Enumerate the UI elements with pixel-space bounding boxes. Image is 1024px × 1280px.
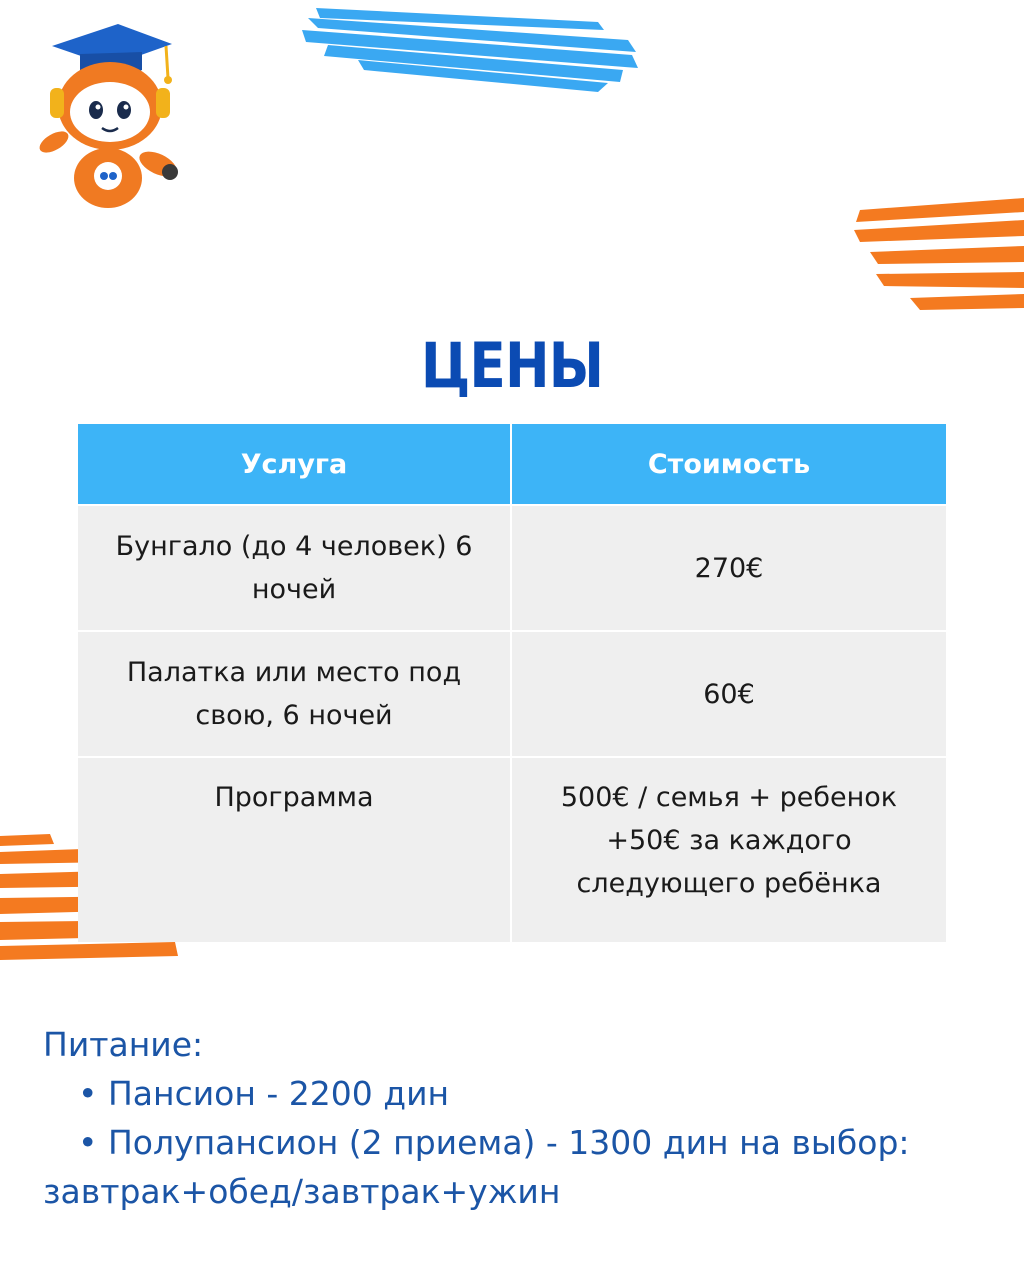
food-item-continuation: завтрак+обед/завтрак+ужин (43, 1172, 561, 1211)
blue-brush-stroke (298, 0, 643, 100)
food-section (43, 1020, 1003, 1216)
price-line: 500€ / семья + ребенок (560, 782, 898, 813)
column-header-price: Стоимость (511, 424, 946, 505)
price-table (78, 424, 946, 942)
food-heading: Питание: (43, 1025, 204, 1064)
service-cell: Палатка или место под свою, 6 ночей (78, 631, 511, 757)
page-title: ЦЕНЫ (420, 329, 604, 402)
food-item: • Пансион - 2200 дин (78, 1074, 450, 1113)
robot-mascot-icon (30, 18, 190, 213)
orange-brush-stroke-right (850, 190, 1024, 325)
table-row (78, 505, 946, 631)
price-cell: 60€ (511, 631, 946, 757)
price-cell (511, 757, 946, 942)
price-cell: 270€ (511, 505, 946, 631)
food-item: • Полупансион (2 приема) - 1300 дин на выбор: (78, 1123, 910, 1162)
price-line: +50€ за каждого (606, 825, 852, 856)
table-header-row (78, 424, 946, 505)
table-row (78, 757, 946, 942)
service-cell: Бунгало (до 4 человек) 6 ночей (78, 505, 511, 631)
column-header-service: Услуга (78, 424, 511, 505)
service-cell: Программа (78, 757, 511, 942)
price-line: следующего ребёнка (576, 868, 882, 899)
table-row (78, 631, 946, 757)
